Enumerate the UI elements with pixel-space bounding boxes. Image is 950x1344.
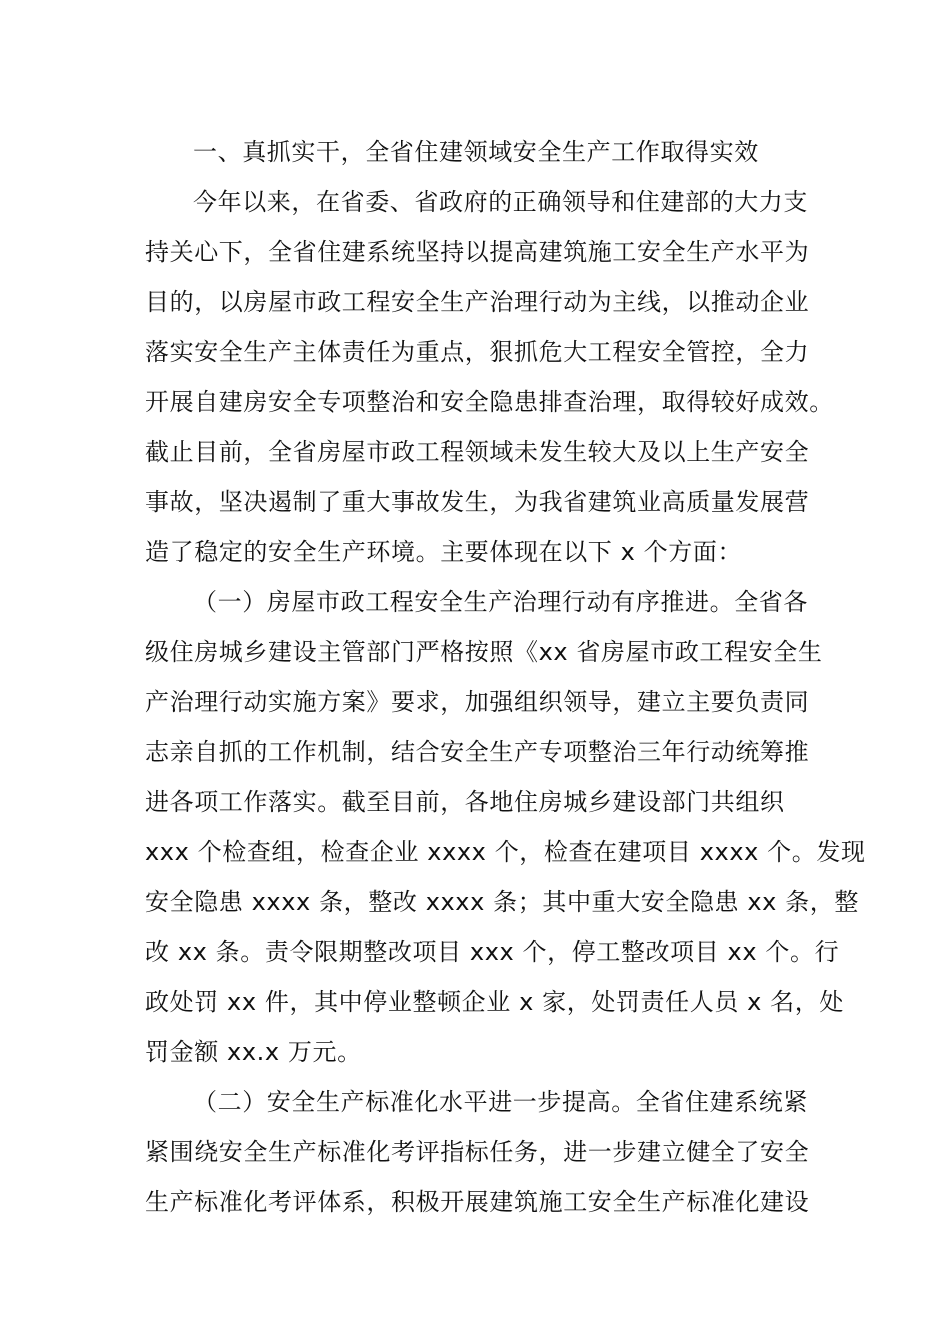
paragraph-line: 安全隐患 xxxx 条，整改 xxxx 条；其中重大安全隐患 xx 条，整: [145, 888, 860, 916]
paragraph-line: 落实安全生产主体责任为重点，狠抓危大工程安全管控，全力: [145, 338, 810, 366]
paragraph-line: 级住房城乡建设主管部门严格按照《xx 省房屋市政工程安全生: [145, 638, 823, 666]
paragraph-line: 生产标准化考评体系，积极开展建筑施工安全生产标准化建设: [145, 1188, 810, 1216]
paragraph-line: 志亲自抓的工作机制，结合安全生产专项整治三年行动统筹推: [145, 738, 810, 766]
paragraph-line: 政处罚 xx 件，其中停业整顿企业 x 家，处罚责任人员 x 名，处: [145, 988, 844, 1016]
paragraph-line: 进各项工作落实。截至目前，各地住房城乡建设部门共组织: [145, 788, 785, 816]
paragraph-line: 紧围绕安全生产标准化考评指标任务，进一步建立健全了安全: [145, 1138, 810, 1166]
paragraph-line: 改 xx 条。责令限期整改项目 xxx 个，停工整改项目 xx 个。行: [145, 938, 840, 966]
paragraph-line: 目的，以房屋市政工程安全生产治理行动为主线，以推动企业: [145, 288, 810, 316]
paragraph-line: 产治理行动实施方案》要求，加强组织领导，建立主要负责同: [145, 688, 810, 716]
paragraph-line: 截止目前，全省房屋市政工程领域未发生较大及以上生产安全: [145, 438, 810, 466]
paragraph-line: 罚金额 xx.x 万元。: [145, 1038, 362, 1066]
paragraph-line: 今年以来，在省委、省政府的正确领导和住建部的大力支: [193, 188, 808, 216]
paragraph-line: 持关心下，全省住建系统坚持以提高建筑施工安全生产水平为: [145, 238, 810, 266]
section-heading: 一、真抓实干，全省住建领域安全生产工作取得实效: [193, 138, 759, 166]
paragraph-line: （二）安全生产标准化水平进一步提高。全省住建系统紧: [193, 1088, 808, 1116]
paragraph-line: 开展自建房安全专项整治和安全隐患排查治理，取得较好成效。: [145, 388, 834, 416]
paragraph-line: 事故，坚决遏制了重大事故发生，为我省建筑业高质量发展营: [145, 488, 810, 516]
paragraph-line: 造了稳定的安全生产环境。主要体现在以下 x 个方面：: [145, 538, 743, 566]
paragraph-line: xxx 个检查组，检查企业 xxxx 个，检查在建项目 xxxx 个。发现: [145, 838, 866, 866]
paragraph-line: （一）房屋市政工程安全生产治理行动有序推进。全省各: [193, 588, 808, 616]
